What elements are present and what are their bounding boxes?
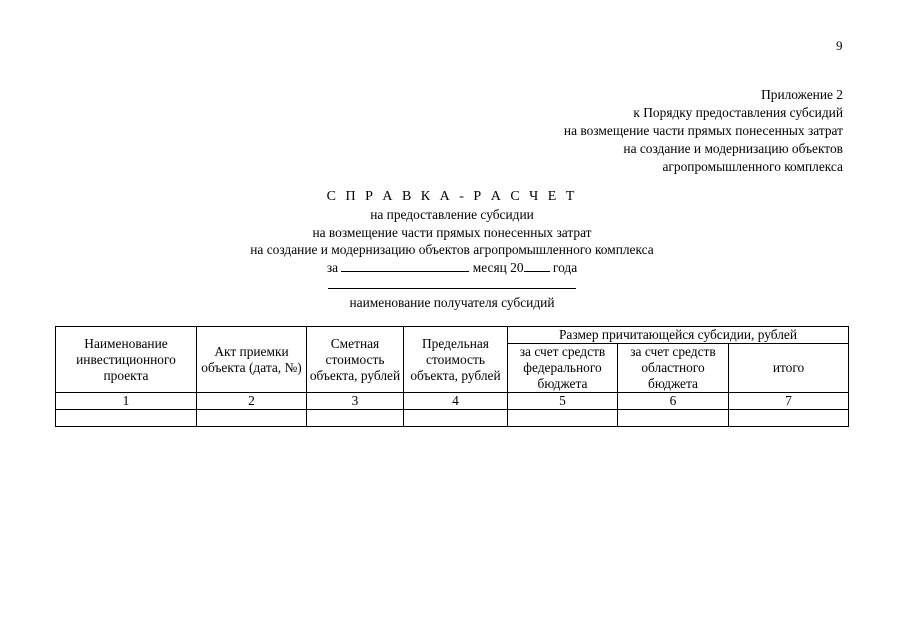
page-number: 9 (836, 38, 843, 53)
column-number: 5 (508, 393, 618, 410)
document-title: С П Р А В К А - Р А С Ч Е Т (326, 189, 578, 204)
period-prefix: за (326, 259, 339, 275)
table-cell[interactable] (307, 410, 404, 427)
appendix-line: на возмещение части прямых понесенных затрат (563, 123, 843, 138)
table-cell[interactable] (197, 410, 307, 427)
appendix-line: к Порядку предоставления субсидий (633, 105, 843, 120)
header-total: итого (729, 344, 849, 393)
header-estimated-cost: Сметная стоимость объекта, рублей (307, 327, 404, 393)
period-line (150, 259, 754, 277)
header-limit-cost: Предельная стоимость объекта, рублей (404, 327, 508, 393)
period-suffix: года (552, 259, 578, 275)
table-cell[interactable] (56, 410, 197, 427)
table-cell[interactable] (618, 410, 729, 427)
year-blank[interactable] (524, 259, 550, 272)
subtitle-line: на возмещение части прямых понесенных затрат (312, 224, 592, 240)
recipient-label: наименование получателя субсидий (349, 294, 555, 310)
appendix-line: на создание и модернизацию объектов (623, 141, 843, 156)
appendix-block (564, 86, 843, 176)
column-number: 2 (197, 393, 307, 410)
column-number: 7 (729, 393, 849, 410)
column-number-row (56, 393, 849, 410)
column-number: 3 (307, 393, 404, 410)
header-row (56, 327, 849, 344)
column-number: 1 (56, 393, 197, 410)
appendix-line: Приложение 2 (761, 87, 843, 102)
header-regional-budget: за счет средств областного бюджета (618, 344, 729, 393)
header-subsidy-group: Размер причитающейся субсидии, рублей (508, 327, 849, 344)
table-cell[interactable] (729, 410, 849, 427)
column-number: 4 (404, 393, 508, 410)
table-row (56, 410, 849, 427)
column-number: 6 (618, 393, 729, 410)
subtitle-line: на создание и модернизацию объектов агропромышленного комплекса (250, 242, 654, 257)
subtitle-line: на предоставление субсидии (370, 207, 534, 222)
table-cell[interactable] (508, 410, 618, 427)
header-project-name: Наименование инвестиционного проекта (56, 327, 197, 393)
month-blank[interactable] (341, 259, 469, 272)
table-cell[interactable] (404, 410, 508, 427)
document-header (150, 188, 754, 311)
recipient-blank-row (150, 276, 754, 294)
recipient-blank[interactable] (328, 276, 576, 289)
appendix-line: агропромышленного комплекса (662, 159, 843, 174)
header-federal-budget: за счет средств федерального бюджета (508, 344, 618, 393)
calculation-table (55, 326, 849, 427)
period-month: месяц 20 (472, 259, 524, 275)
header-acceptance-act: Акт приемки объекта (дата, №) (197, 327, 307, 393)
